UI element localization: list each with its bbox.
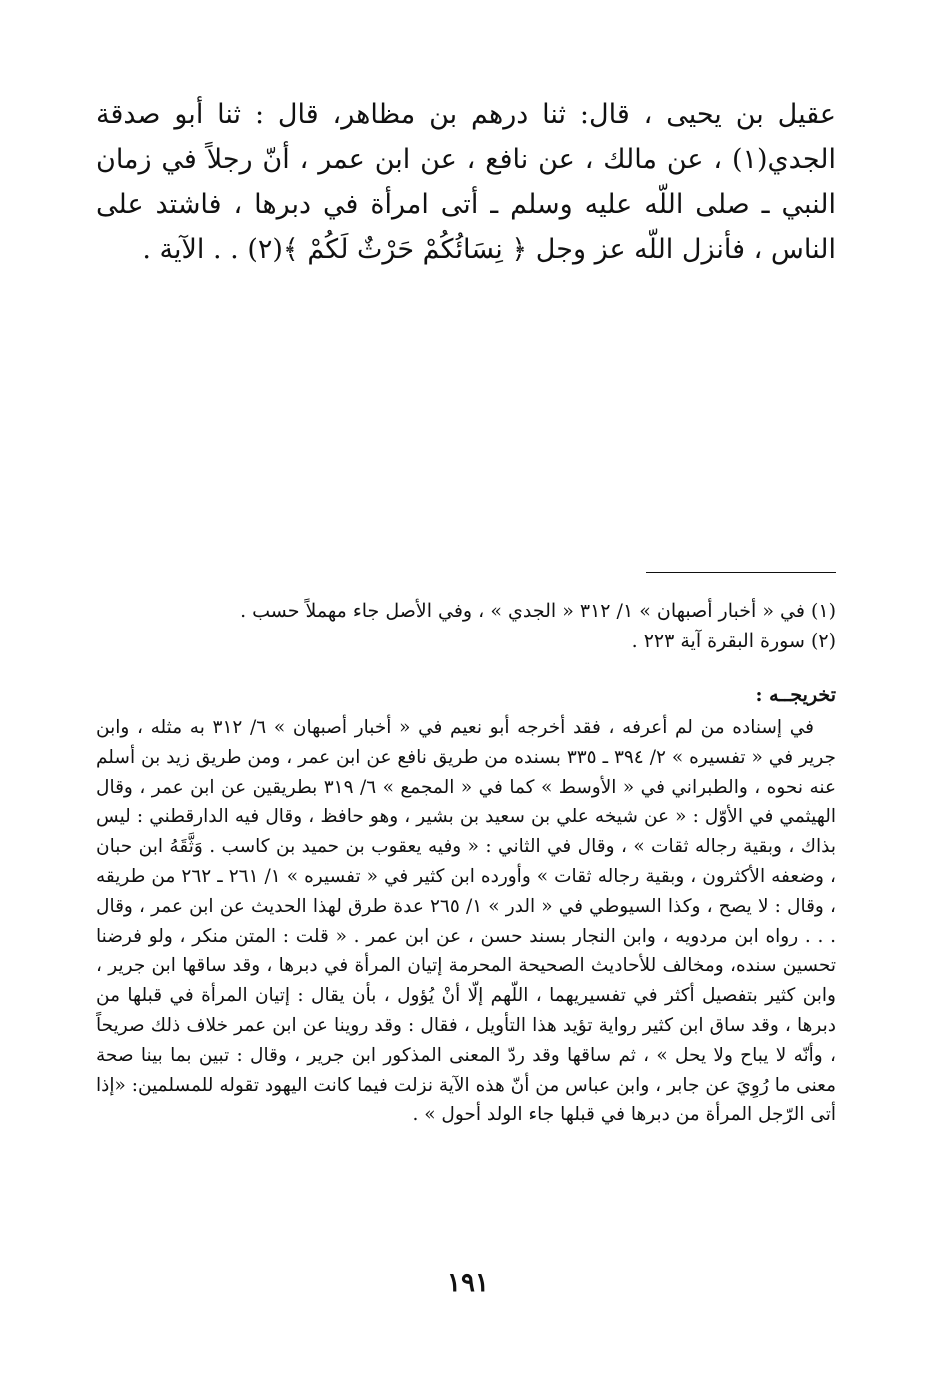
takhrij-paragraph: في إسناده من لم أعرفه ، فقد أخرجه أبو نعيم في « أخبار أصبهان » ٦/ ٣١٢ به مثله ، وابن جرير في « تفسيره » ٢/ ٣٩٤ ـ ٣٣٥ بسنده من طريق نافع عن ابن عمر ، ومن طريق زيد بن أسلم عنه نحوه ، والطبراني في « الأوسط » كما في « المجمع » ٦/ ٣١٩ بطريقين عن ابن عمر ، وقال الهيثمي في الأوّل : « عن شيخه علي بن سعيد بن بشير ، وهو حافظ ، وقال فيه الدارقطني : ليس بذاك ، وبقية رجاله ثقات » ، وقال في الثاني : « وفيه يعقوب بن حميد بن كاسب . وَثَّقَهُ ابن حبان ، وضعفه الأكثرون ، وبقية رجاله ثقات » وأورده ابن كثير في « تفسيره » ١/ ٢٦١ ـ ٢٦٢ من طريقه ، وقال : لا يصح ، وكذا السيوطي في « الدر » ١/ ٢٦٥ عدة طرق لهذا الحديث عن ابن عمر ، وقال . . . رواه ابن مردويه ، وابن النجار بسند حسن ، عن ابن عمر . « قلت : المتن منكر ، ولو فرضنا تحسين سنده، ومخالف للأحاديث الصحيحة المحرمة إتيان المرأة في دبرها ، وقد ساقها ابن جرير ، وابن كثير بتفصيل أكثر في تفسيريهما ، اللّهم إلّا أنْ يُؤول ، بأن يقال : إتيان المرأة في قبلها من دبرها ، وقد ساق ابن كثير رواية تؤيد هذا التأويل ، فقال : وقد روينا عن ابن عمر خلاف ذلك صريحاً ، وأنّه لا يباح ولا يحل » ، ثم ساقها وقد ردّ المعنى المذكور ابن جرير ، وقال : تبين بما بينا صحة معنى ما رُوِيَ عن جابر ، وابن عباس من أنّ هذه الآية نزلت فيما كانت اليهود تقوله للمسلمين: «إذا أتى الرّجل المرأة من دبرها في قبلها جاء الولد أحول » . — [96, 717, 836, 1126]
page-number: ١٩١ — [447, 1268, 489, 1298]
main-text-block — [96, 92, 836, 272]
footnotes — [96, 596, 836, 656]
takhrij-section — [96, 713, 836, 1130]
main-paragraph: عقيل بن يحيى ، قال: ثنا درهم بن مظاهر، قال : ثنا أبو صدقة الجدي(١) ، عن مالك ، عن نافع ، عن ابن عمر ، أنّ رجلاً في زمان النبي ـ صلى اللّه عليه وسلم ـ أتى امرأة في دبرها ، فاشتد على الناس ، فأنزل اللّه عز وجل ﴿ نِسَائُكُمْ حَرْثٌ لَكُمْ ﴾(٢) . . الآية . — [96, 99, 836, 265]
footnote-separator — [646, 572, 836, 573]
footnote-2: (٢) سورة البقرة آية ٢٢٣ . — [631, 630, 836, 652]
takhrij-heading: تخريجــه : — [755, 684, 836, 706]
footnote-1: (١) في « أخبار أصبهان » ١/ ٣١٢ « الجدي » ، وفي الأصل جاء مهملاً حسب . — [240, 600, 836, 622]
